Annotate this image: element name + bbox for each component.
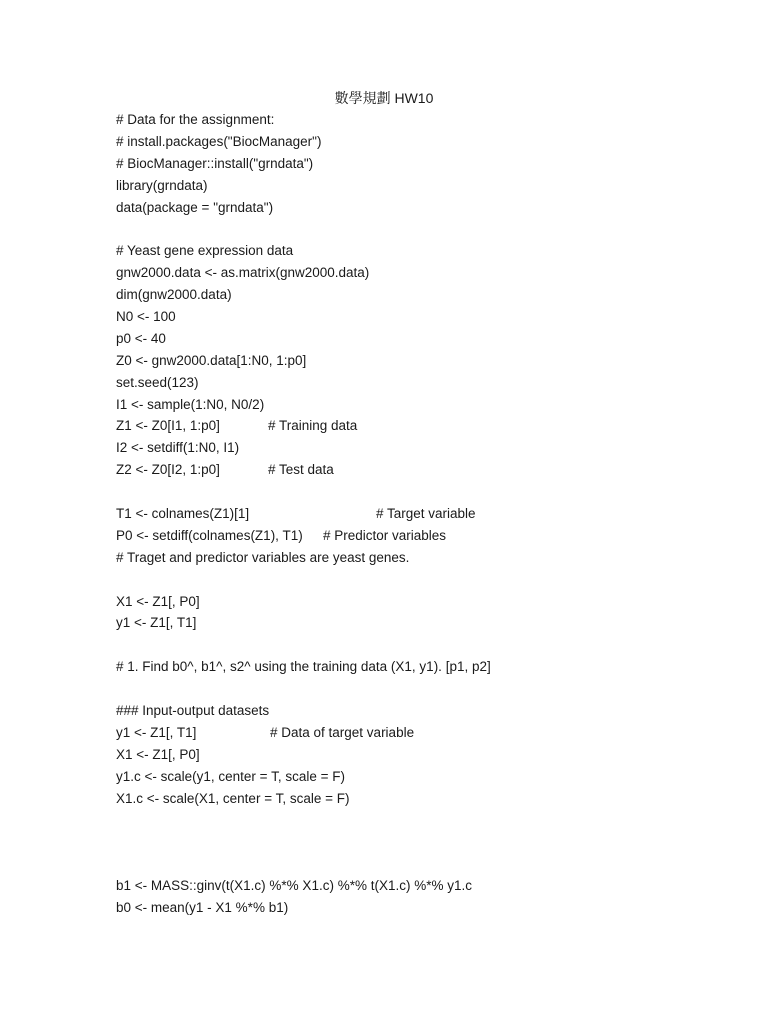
code-comment: # Test data [268, 462, 334, 478]
blank-line [116, 853, 736, 875]
code-text: # 1. Find b0^, b1^, s2^ using the training data (X1, y1). [p1, p2] [116, 659, 491, 675]
code-line [116, 240, 736, 262]
code-comment: # Training data [268, 418, 358, 434]
code-line [116, 525, 736, 547]
blank-line [116, 810, 736, 832]
code-line [116, 175, 736, 197]
code-comment: # Predictor variables [323, 527, 447, 543]
code-line [116, 503, 736, 525]
code-text: y1 <- Z1[, T1] [116, 724, 197, 740]
code-text: data(package = "grndata") [116, 199, 274, 215]
code-text: X1 <- Z1[, P0] [116, 593, 200, 609]
code-line [116, 766, 736, 788]
code-line [116, 350, 736, 372]
code-text: library(grndata) [116, 177, 208, 193]
code-text: gnw2000.data <- as.matrix(gnw2000.data) [116, 265, 370, 281]
code-line [116, 153, 736, 175]
code-text: y1.c <- scale(y1, center = T, scale = F) [116, 768, 345, 784]
code-line [116, 547, 736, 569]
code-text: dim(gnw2000.data) [116, 287, 232, 303]
code-line [116, 897, 736, 919]
blank-line [116, 678, 736, 700]
code-text: # Traget and predictor variables are yeast genes. [116, 549, 410, 565]
code-line [116, 591, 736, 613]
code-line [116, 656, 736, 678]
blank-line [116, 831, 736, 853]
code-line [116, 700, 736, 722]
code-line [116, 459, 736, 481]
code-text: # BiocManager::install("grndata") [116, 155, 314, 171]
code-line [116, 109, 736, 131]
code-line [116, 197, 736, 219]
code-text: N0 <- 100 [116, 309, 176, 325]
code-text: b1 <- MASS::ginv(t(X1.c) %*% X1.c) %*% t(X1.c) %*% y1.c [116, 878, 472, 894]
code-text: P0 <- setdiff(colnames(Z1), T1) [116, 527, 303, 543]
code-line [116, 744, 736, 766]
code-text: b0 <- mean(y1 - X1 %*% b1) [116, 900, 289, 916]
code-text: T1 <- colnames(Z1)[1] [116, 506, 250, 522]
code-line [116, 722, 736, 744]
code-text: Z0 <- gnw2000.data[1:N0, 1:p0] [116, 352, 307, 368]
code-text: ### Input-output datasets [116, 703, 270, 719]
code-line [116, 394, 736, 416]
code-line [116, 306, 736, 328]
code-line [116, 875, 736, 897]
code-text: I2 <- setdiff(1:N0, I1) [116, 440, 240, 456]
code-comment: # Data of target variable [270, 724, 415, 740]
code-text: X1.c <- scale(X1, center = T, scale = F) [116, 790, 350, 806]
code-line [116, 372, 736, 394]
code-line [116, 788, 736, 810]
code-line [116, 328, 736, 350]
code-line [116, 131, 736, 153]
blank-line [116, 218, 736, 240]
code-line [116, 437, 736, 459]
code-line [116, 415, 736, 437]
code-text: X1 <- Z1[, P0] [116, 746, 200, 762]
code-text: # Yeast gene expression data [116, 243, 294, 259]
code-line [116, 284, 736, 306]
code-line [116, 612, 736, 634]
code-text: I1 <- sample(1:N0, N0/2) [116, 396, 265, 412]
code-text: # install.packages("BiocManager") [116, 133, 322, 149]
code-listing [116, 109, 736, 919]
code-text: # Data for the assignment: [116, 112, 275, 127]
code-text: y1 <- Z1[, T1] [116, 615, 197, 631]
code-text: p0 <- 40 [116, 330, 166, 346]
blank-line [116, 481, 736, 503]
document-title: 數學規劃 HW10 [334, 90, 434, 106]
code-comment: # Target variable [376, 506, 476, 522]
code-text: set.seed(123) [116, 374, 199, 390]
blank-line [116, 634, 736, 656]
code-text: Z1 <- Z0[I1, 1:p0] [116, 418, 220, 434]
code-line [116, 262, 736, 284]
blank-line [116, 569, 736, 591]
code-text: Z2 <- Z0[I2, 1:p0] [116, 462, 220, 478]
